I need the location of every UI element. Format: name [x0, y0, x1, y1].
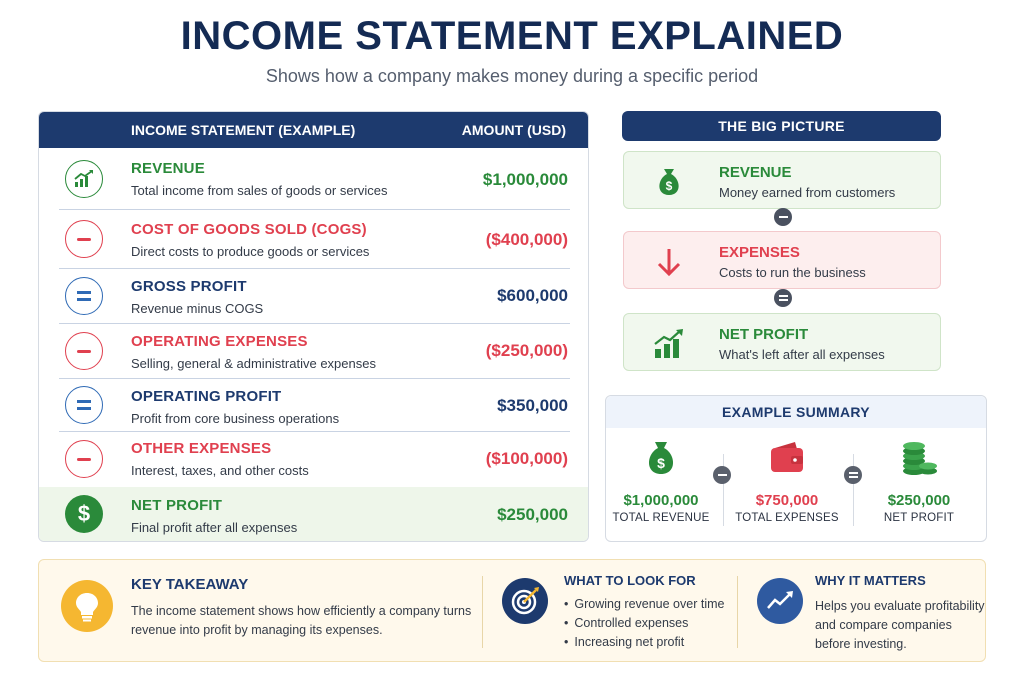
summary-caption: TOTAL EXPENSES — [735, 512, 839, 524]
list-item: • Increasing net profit — [564, 635, 724, 649]
big-picture-net-profit-card — [623, 313, 941, 371]
row-amount: ($400,000) — [485, 230, 568, 249]
row-description: Interest, taxes, and other costs — [131, 463, 309, 478]
row-description: Final profit after all expenses — [131, 520, 298, 535]
minus-operator-icon — [774, 208, 792, 226]
table-row-other-expenses — [39, 432, 589, 487]
equals-operator-icon — [844, 466, 862, 484]
table-row-cogs — [39, 210, 589, 269]
income-statement-table — [38, 111, 589, 542]
row-label: COST OF GOODS SOLD (COGS) — [131, 221, 367, 238]
money-bag-icon — [652, 165, 686, 199]
what-to-look-for-list — [564, 597, 724, 654]
card-description: Costs to run the business — [719, 265, 866, 280]
wallet-icon — [767, 438, 807, 478]
chart-up-icon — [65, 160, 103, 198]
big-picture-revenue-card — [623, 151, 941, 209]
summary-total-revenue — [606, 438, 716, 524]
row-label: OPERATING PROFIT — [131, 388, 282, 405]
summary-total-expenses — [732, 438, 842, 524]
summary-value: $250,000 — [887, 492, 951, 509]
row-label: OTHER EXPENSES — [131, 440, 272, 457]
table-row-gross-profit — [39, 269, 589, 324]
table-header-label: INCOME STATEMENT (EXAMPLE) — [131, 122, 356, 138]
arrow-down-icon — [652, 245, 686, 279]
summary-caption: NET PROFIT — [883, 512, 955, 524]
minus-operator-icon — [713, 466, 731, 484]
lightbulb-icon — [61, 580, 113, 632]
list-item: • Controlled expenses — [564, 616, 724, 630]
row-description: Selling, general & administrative expenses — [131, 356, 376, 371]
key-takeaway-text: The income statement shows how efficiently a company turns revenue into profit by managing its expenses. — [131, 604, 472, 638]
card-label: REVENUE — [719, 164, 792, 181]
bottom-divider — [737, 576, 738, 648]
row-amount: $250,000 — [497, 505, 568, 524]
row-amount: ($100,000) — [485, 449, 568, 468]
row-amount: $350,000 — [497, 396, 568, 415]
bottom-divider — [482, 576, 483, 648]
target-icon — [502, 578, 548, 624]
row-label: NET PROFIT — [131, 497, 223, 514]
summary-caption: TOTAL REVENUE — [612, 512, 710, 524]
table-row-operating-profit — [39, 379, 589, 432]
table-row-revenue — [39, 148, 589, 210]
table-row-operating-expenses — [39, 324, 589, 379]
card-description: Money earned from customers — [719, 185, 896, 200]
summary-value: $1,000,000 — [623, 492, 699, 509]
what-to-look-for-title: WHAT TO LOOK FOR — [564, 573, 696, 588]
card-description: What's left after all expenses — [719, 347, 885, 362]
row-amount: ($250,000) — [485, 341, 568, 360]
summary-divider — [853, 454, 854, 526]
table-row-net-profit — [39, 487, 589, 542]
minus-icon — [65, 440, 103, 478]
summary-divider — [723, 454, 724, 526]
summary-net-profit — [864, 438, 974, 524]
row-amount: $1,000,000 — [482, 170, 568, 189]
dollar-icon: $ — [65, 495, 103, 533]
coin-stack-icon — [899, 438, 939, 478]
table-header-amount: AMOUNT (USD) — [461, 122, 566, 138]
page-subtitle: Shows how a company makes money during a specific period — [265, 66, 759, 86]
money-bag-icon — [641, 438, 681, 478]
row-description: Total income from sales of goods or services — [131, 183, 388, 198]
big-picture-header: THE BIG PICTURE — [622, 111, 941, 141]
row-label: OPERATING EXPENSES — [131, 333, 308, 350]
list-item: • Growing revenue over time — [564, 597, 724, 611]
row-label: GROSS PROFIT — [131, 278, 247, 295]
equals-icon — [65, 277, 103, 315]
growth-chart-icon — [652, 327, 686, 361]
row-description: Direct costs to produce goods or services — [131, 244, 370, 259]
table-header — [39, 112, 588, 148]
card-label: NET PROFIT — [719, 326, 809, 343]
summary-value: $750,000 — [755, 492, 819, 509]
equals-icon — [65, 386, 103, 424]
svg-text:$: $ — [665, 179, 673, 193]
example-summary — [605, 395, 987, 542]
why-it-matters-title: WHY IT MATTERS — [815, 573, 926, 588]
svg-text:$: $ — [657, 455, 665, 471]
big-picture-expenses-card — [623, 231, 941, 289]
why-it-matters-text: Helps you evaluate profitability and compare companies before investing. — [815, 599, 985, 651]
minus-icon — [65, 332, 103, 370]
equals-operator-icon — [774, 289, 792, 307]
summary-header: EXAMPLE SUMMARY — [606, 396, 986, 428]
trend-line-icon — [757, 578, 803, 624]
key-takeaway-title: KEY TAKEAWAY — [131, 576, 249, 593]
row-description: Revenue minus COGS — [131, 301, 264, 316]
minus-icon — [65, 220, 103, 258]
card-label: EXPENSES — [719, 244, 800, 261]
page-title: INCOME STATEMENT EXPLAINED — [180, 14, 844, 58]
row-label: REVENUE — [131, 160, 205, 177]
row-description: Profit from core business operations — [131, 411, 340, 426]
row-amount: $600,000 — [497, 286, 568, 305]
bottom-panel — [38, 559, 986, 662]
